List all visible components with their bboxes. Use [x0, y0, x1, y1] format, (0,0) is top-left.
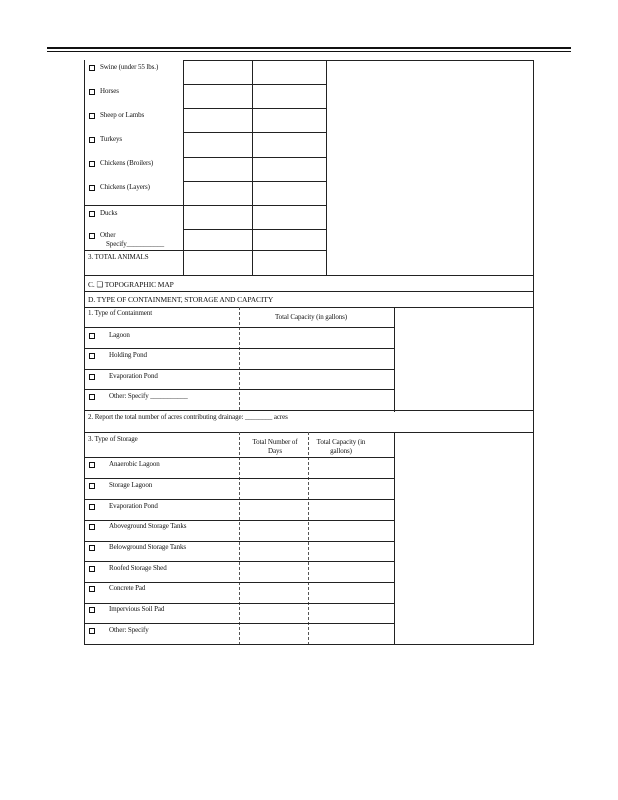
animal-checkbox[interactable] [89, 137, 95, 143]
animal-checkbox[interactable] [89, 89, 95, 95]
storage-label: Concrete Pad [109, 584, 146, 592]
storage-grid-line [84, 603, 394, 604]
containment-grid-line [84, 369, 394, 370]
storage-grid-line [84, 520, 394, 521]
animals-grid-line [84, 205, 326, 206]
animals-col-divider-3 [326, 60, 327, 275]
storage-capacity-header: Total Capacity (in gallons) [316, 438, 366, 455]
drainage-acres-line: 2. Report the total number of acres contributing drainage: ________ acres [88, 413, 288, 421]
table-bottom-border [84, 644, 533, 645]
animal-label: Chickens (Layers) [100, 183, 150, 191]
storage-grid-line [84, 561, 394, 562]
topographic-map-label: C. ❑ TOPOGRAPHIC MAP [88, 280, 174, 289]
storage-label: Roofed Storage Shed [109, 564, 167, 572]
animal-label: Swine (under 55 lbs.) [100, 63, 159, 71]
containment-checkbox[interactable] [89, 394, 95, 400]
storage-checkbox[interactable] [89, 607, 95, 613]
storage-checkbox[interactable] [89, 628, 95, 634]
header-rule-thin [47, 51, 571, 52]
storage-checkbox[interactable] [89, 586, 95, 592]
storage-checkbox[interactable] [89, 566, 95, 572]
storage-grid-line [84, 478, 394, 479]
animals-grid-line [183, 181, 326, 182]
animal-label: Turkeys [100, 135, 122, 143]
animals-grid-line [183, 132, 326, 133]
storage-grid-line [84, 499, 394, 500]
storage-title: 3. Type of Storage [88, 435, 138, 443]
header-rule [47, 47, 571, 49]
section-d-title: D. TYPE OF CONTAINMENT, STORAGE AND CAPACITY [88, 295, 274, 304]
storage-grid-line [84, 541, 394, 542]
storage-checkbox[interactable] [89, 524, 95, 530]
animals-grid-line [84, 250, 326, 251]
storage-days-header: Total Number of Days [252, 438, 298, 455]
left-border [84, 60, 85, 645]
storage-label: Aboveground Storage Tanks [109, 522, 187, 530]
animals-grid-line [183, 157, 326, 158]
storage-label: Other: Specify [109, 626, 149, 634]
animals-grid-line [183, 108, 326, 109]
containment-col-divider [239, 307, 240, 410]
storage-grid-line [84, 623, 394, 624]
storage-label: Storage Lagoon [109, 481, 153, 489]
containment-checkbox[interactable] [89, 353, 95, 359]
animal-checkbox[interactable] [89, 233, 95, 239]
section-c-bottom [84, 291, 533, 292]
animal-label: Sheep or Lambs [100, 111, 145, 119]
storage-col-divider-2 [308, 432, 309, 645]
animal-label: Ducks [100, 209, 118, 217]
animal-checkbox[interactable] [89, 211, 95, 217]
animals-section-bottom [84, 275, 533, 276]
containment-checkbox[interactable] [89, 333, 95, 339]
storage-grid-line [84, 582, 394, 583]
animals-col-divider-2 [252, 60, 253, 275]
animals-grid-line [183, 84, 326, 85]
containment-capacity-header: Total Capacity (in gallons) [275, 313, 348, 321]
containment-section-bottom [84, 410, 533, 411]
storage-label: Anaerobic Lagoon [109, 460, 160, 468]
animal-checkbox[interactable] [89, 113, 95, 119]
storage-checkbox[interactable] [89, 504, 95, 510]
section-d-title-bottom [84, 307, 533, 308]
storage-checkbox[interactable] [89, 545, 95, 551]
animal-label: Chickens (Broilers) [100, 159, 154, 167]
containment-label: Holding Pond [109, 351, 147, 359]
storage-col-divider-1 [239, 432, 240, 645]
containment-label: Lagoon [109, 331, 130, 339]
animal-checkbox[interactable] [89, 185, 95, 191]
containment-header-bottom [84, 327, 394, 328]
containment-label: Evaporation Pond [109, 372, 158, 380]
right-border [533, 60, 534, 645]
containment-label: Other: Specify ___________ [109, 392, 188, 400]
storage-label: Belowground Storage Tanks [109, 543, 186, 551]
storage-label: Evaporation Pond [109, 502, 158, 510]
animal-specify-line: Specify___________ [106, 240, 165, 248]
animals-grid-line [183, 229, 326, 230]
storage-right-divider [394, 432, 395, 645]
containment-grid-line [84, 348, 394, 349]
total-animals-label: 3. TOTAL ANIMALS [88, 253, 149, 261]
containment-grid-line [84, 389, 394, 390]
storage-header-bottom [84, 457, 394, 458]
storage-checkbox[interactable] [89, 483, 95, 489]
containment-checkbox[interactable] [89, 374, 95, 380]
animal-checkbox[interactable] [89, 161, 95, 167]
animal-label: Horses [100, 87, 119, 95]
containment-right-divider [394, 307, 395, 412]
storage-label: Impervious Soil Pad [109, 605, 165, 613]
animals-col-divider-1 [183, 60, 184, 275]
storage-checkbox[interactable] [89, 462, 95, 468]
containment-title: 1. Type of Containment [88, 309, 153, 317]
animal-checkbox[interactable] [89, 65, 95, 71]
animals-top-border [183, 60, 533, 61]
animal-label: Other [100, 231, 116, 239]
